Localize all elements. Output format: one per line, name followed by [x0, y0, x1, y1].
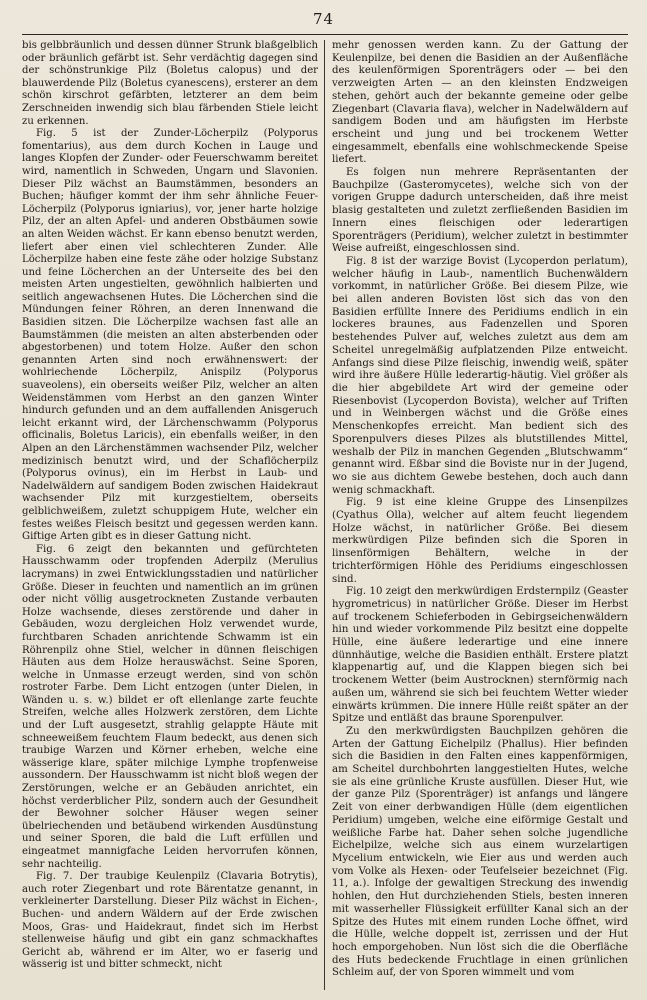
paragraph: bis gelbbräunlich und dessen dünner Strunk blaßgelblich oder bräunlich gefärbt ist. Sehr verdächtig dagegen sind der schönstrunkige Pilz (Boletus calopus) und der blauwerdende Pilz (Boletus cyanescens), ersterer an dem schön kirschrot gefärbten, letzterer an dem beim Zerschneiden inwendig sich blau färbenden Stiele leicht zu erkennen.: [22, 40, 318, 127]
paragraph: Fig. 5 ist der Zunder-Löcherpilz (Polyporus fomentarius), aus dem durch Kochen in Lauge und langes Klopfen der Zunder- oder Feuerschwamm bereitet wird, namentlich in Schweden, Ungarn und Slavonien. Dieser Pilz wächst an Baumstämmen, besonders an Buchen; häufiger kommt der ihm sehr ähnliche Feuer-Löcherpilz (Polyporus igniarius), vor, jener harte holzige Pilz, der an alten Apfel- und anderen Obstbäumen sowie an alten Weiden wächst. Er kann ebenso benutzt werden, liefert aber einen viel schlechteren Zunder. Alle Löcherpilze haben eine feste zähe oder holzige Substanz und feine Löcherchen an der Unterseite des bei den meisten Arten ungestielten, gewöhnlich halbierten und seitlich angewachsenen Hutes. Die Löcherchen sind die Mündungen feiner Röhren, an deren Innenwand die Basidien sitzen. Die Löcherpilze wachsen fast alle an Baumstämmen (die meisten an alten absterbenden oder abgestorbenen) und totem Holze. Außer den schon genannten Arten sind noch erwähnenswert: der wohlriechende Löcherpilz, Anispilz (Polyporus suaveolens), ein oberseits weißer Pilz, welcher an alten Weidenstämmen vom Herbst an den ganzen Winter hindurch gefunden und an dem auffallenden Anisgeruch leicht erkannt wird, der Lärchenschwamm (Polyporus officinalis, Boletus Laricis), ein ebenfalls weißer, in den Alpen an den Lärchenstämmen wachsender Pilz, welcher medizinisch benutzt wird, und der Schaflöcherpilz (Polyporus ovinus), ein im Herbst in Laub- und Nadelwäldern auf sandigem Boden zwischen Haidekraut wachsender Pilz mit kurzgestieltem, oberseits gelblichweißem, zuletzt schuppigem Hute, welcher ein festes weißes Fleisch besitzt und gegessen werden kann. Giftige Arten gibt es in dieser Gattung nicht.: [22, 128, 318, 543]
paragraph: Fig. 6 zeigt den bekannten und gefürchteten Hausschwamm oder tropfenden Aderpilz (Merulius lacrymans) in zwei Entwicklungsstadien und natürlicher Größe. Dieser in feuchten und namentlich an im grünen oder nicht völlig ausgetrockneten Zustande verbauten Holze wachsende, dieses zerstörende und daher in Gebäuden, wozu dergleichen Holz verwendet wurde, furchtbaren Schaden anrichtende Schwamm ist ein Röhrenpilz ohne Stiel, welcher in dünnen fleischigen Häuten aus dem Holze herauswächst. Seine Sporen, welche in Unmasse erzeugt werden, sind von schön rostroter Farbe. Dem Licht entzogen (unter Dielen, in Wänden u. s. w.) bildet er oft ellenlange zarte feuchte Streifen, welche alles Holzwerk zerstören, dem Lichte und der Luft ausgesetzt, strahlig gelappte Häute mit schneeweißem feuchtem Flaum bedeckt, aus denen sich traubige Warzen und Körner erheben, welche eine wässerige klare, später milchige Lymphe tropfenweise aussondern. Der Hausschwamm ist nicht bloß wegen der Zerstörungen, welche er an Gebäuden anrichtet, ein höchst verderblicher Pilz, sondern auch der Gesundheit der Bewohner solcher Häuser wegen seiner übelriechenden und betäubend wirkenden Ausdünstung und seiner Sporen, die bald die Luft erfüllen und eingeatmet mannigfache Leiden hervorrufen können, sehr nachteilig.: [22, 543, 318, 870]
paragraph: Fig. 8 ist der warzige Bovist (Lycoperdon perlatum), welcher häufig in Laub-, namentlich Buchenwäldern vorkommt, in natürlicher Größe. Bei diesem Pilze, wie bei allen anderen Bovisten löst sich das von den Basidien erfüllte Innere des Peridiums endlich in ein lockeres braunes, aus Fadenzellen und Sporen bestehendes Pulver auf, welches zuletzt aus dem am Scheitel unregelmäßig aufplatzenden Pilze entweicht. Anfangs sind diese Pilze fleischig, inwendig weiß, später wird ihre äußere Hülle lederartig-häutig. Viel größer als die hier abgebildete Art wird der gemeine oder Riesenbovist (Lycoperdon Bovista), welcher auf Triften und in Weinbergen wächst und die Größe eines Menschenkopfes erreicht. Man bedient sich des Sporenpulvers dieses Pilzes als blutstillendes Mittel, weshalb der Pilz in manchen Gegenden „Blutschwamm“ genannt wird. Eßbar sind die Boviste nur in der Jugend, wo sie aus dichtem Gewebe bestehen, doch auch dann wenig schmackhaft.: [332, 255, 628, 496]
page-number: 74: [312, 10, 335, 28]
right-column: [332, 40, 628, 990]
paragraph: Fig. 9 ist eine kleine Gruppe des Linsenpilzes (Cyathus Olla), welcher auf altem feucht liegendem Holze wächst, in natürlicher Größe. Bei diesem merkwürdigen Pilze befinden sich die Sporen in linsenförmigen Behältern, welche in der trichterförmigen Höhle des Peridiums eingeschlossen sind.: [332, 497, 628, 585]
column-divider: [324, 40, 325, 990]
paragraph: Fig. 7. Der traubige Keulenpilz (Clavaria Botrytis), auch roter Ziegenbart und rote Bärentatze genannt, in verkleinerter Darstellung. Dieser Pilz wächst in Eichen-, Buchen- und andern Wäldern auf der Erde zwischen Moos, Gras- und Haidekraut, findet sich im Herbst stellenweise häufig und gibt ein ganz schmackhaftes Gericht ab, während er im Alter, wo er faserig und wässerig ist und bitter schmeckt, nicht: [22, 871, 318, 971]
paragraph: Fig. 10 zeigt den merkwürdigen Erdsternpilz (Geaster hygrometricus) in natürlicher Größe. Dieser im Herbst auf trockenem Schieferboden in Gebirgseichenwäldern hin und wieder vorkommende Pilz besitzt eine doppelte Hülle, eine äußere lederartige und eine innere dünnhäutige, welche die Basidien enthält. Erstere platzt klappenartig auf, und die Klappen biegen sich bei trockenem Wetter (beim Austrocknen) sternförmig nach außen um, während sie sich bei feuchtem Wetter wieder einwärts krümmen. Die innere Hülle reißt später an der Spitze und entläßt das braune Sporenpulver.: [332, 586, 628, 725]
paragraph: Zu den merkwürdigsten Bauchpilzen gehören die Arten der Gattung Eichelpilz (Phallus). Hier befinden sich die Basidien in den Falten eines kappenförmigen, am Scheitel durchbohrten langgestielten Hutes, welche sie als eine grünliche Kruste ausfüllen. Dieser Hut, wie der ganze Pilz (Sporenträger) ist anfangs und längere Zeit von einer derbwandigen Hülle (dem eigentlichen Peridium) umgeben, welche eine eiförmige Gestalt und weißliche Farbe hat. Daher sehen solche jugendliche Eichelpilze, welche sich aus einem wurzelartigen Mycelium entwickeln, wie Eier aus und werden auch vom Volke als Hexen- oder Teufelseier bezeichnet (Fig. 11, a.). Infolge der gewaltigen Streckung des inwendig hohlen, den Hut durchziehenden Stiels, besten inneren mit wasserheller Flüssigkeit erfüllter Kanal sich an der Spitze des Hutes mit einem runden Loche öffnet, wird die Hülle, welche doppelt ist, zerrissen und der Hut hoch emporgehoben. Nun löst sich die die Oberfläche des Huts bedeckende Fruchtlage in einen grünlichen Schleim auf, der von Sporen wimmelt und vom: [332, 725, 628, 979]
paragraph: Es folgen nun mehrere Repräsentanten der Bauchpilze (Gasteromycetes), welche sich von der vorigen Gruppe dadurch unterscheiden, daß ihre meist blasig gestalteten und zuletzt zerfließenden Basidien im Innern eines fleischigen oder lederartigen Sporenträgers (Peridium), welcher zuletzt in bestimmter Weise aufreißt, eingeschlossen sind.: [332, 167, 628, 255]
header-rule: [22, 34, 628, 35]
paragraph: mehr genossen werden kann. Zu der Gattung der Keulenpilze, bei denen die Basidien an der Außenfläche des keulenförmigen Sporenträgers oder — bei den verzweigten Arten — an den kleinsten Endzweigen stehen, gehört auch der bekannte gemeine oder gelbe Ziegenbart (Clavaria flava), welcher in Nadelwäldern auf sandigem Boden und am häufigsten im Herbste erscheint und jung und bei trockenem Wetter eingesammelt, ebenfalls eine wohlschmeckende Speise liefert.: [332, 40, 628, 166]
left-column: [22, 40, 318, 990]
